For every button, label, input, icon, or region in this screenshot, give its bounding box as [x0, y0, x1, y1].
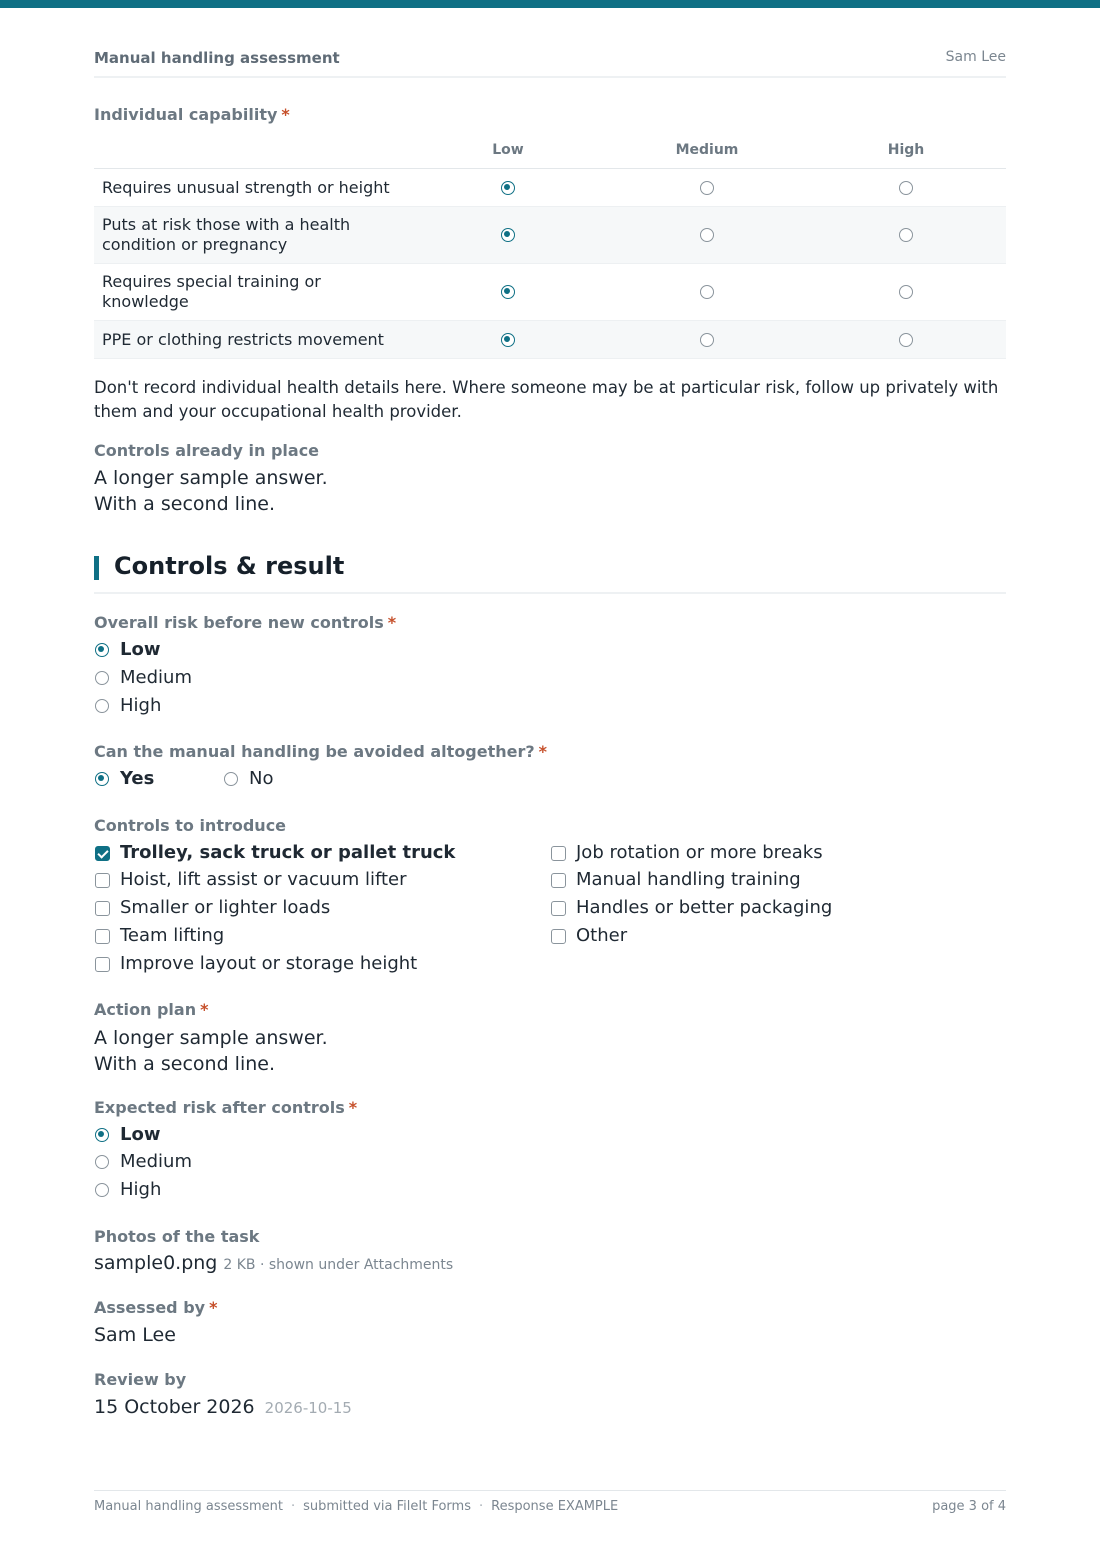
control-label: Improve layout or storage height [120, 953, 418, 974]
risk-after-label-text: Expected risk after controls [94, 1098, 345, 1117]
matrix-radio-low[interactable] [501, 228, 515, 242]
matrix-row [94, 264, 1006, 321]
matrix-row-label: Requires unusual strength or height [102, 178, 390, 197]
risk-before-label-text: Overall risk before new controls [94, 613, 384, 632]
matrix-header [94, 132, 1006, 169]
risk-before-label [94, 613, 396, 632]
control-label: Hoist, lift assist or vacuum lifter [120, 869, 407, 890]
required-marker: * [387, 613, 397, 632]
form-title: Manual handling assessment [94, 49, 340, 67]
control-label: Smaller or lighter loads [120, 897, 331, 918]
required-marker: * [200, 1000, 209, 1019]
radio-unselected[interactable] [95, 699, 109, 713]
required-marker: * [538, 742, 548, 761]
matrix-col-low: Low [492, 142, 524, 158]
review-by-value [94, 1396, 352, 1418]
checkbox-unchecked[interactable] [551, 929, 566, 944]
radio-selected[interactable] [95, 772, 109, 786]
matrix-radio-high[interactable] [899, 333, 913, 347]
checkbox-unchecked[interactable] [95, 929, 110, 944]
radio-selected[interactable] [95, 1128, 109, 1142]
review-date-iso: 2026-10-15 [264, 1399, 352, 1417]
review-by-label: Review by [94, 1370, 187, 1389]
checkbox-checked[interactable] [95, 846, 110, 861]
footer-form: Manual handling assessment [94, 1499, 283, 1514]
answer-line: A longer sample answer. [94, 1027, 328, 1049]
control-label: Trolley, sack truck or pallet truck [120, 842, 456, 863]
required-marker: * [281, 105, 290, 124]
option-label: Medium [120, 667, 192, 688]
action-plan-answer [94, 1025, 328, 1077]
option-label: Yes [120, 768, 155, 789]
matrix-radio-medium[interactable] [700, 181, 714, 195]
footer-separator: · [290, 1499, 296, 1514]
option-label: High [120, 695, 162, 716]
review-date: 15 October 2026 [94, 1396, 255, 1418]
matrix-radio-low[interactable] [501, 285, 515, 299]
matrix-radio-high[interactable] [899, 181, 913, 195]
controls-in-place-answer [94, 465, 328, 517]
required-marker: * [209, 1298, 218, 1317]
action-plan-label-text: Action plan [94, 1000, 197, 1019]
option-label: High [120, 1179, 162, 1200]
control-label: Job rotation or more breaks [576, 842, 823, 863]
capability-label-text: Individual capability [94, 105, 278, 124]
radio-unselected[interactable] [95, 1183, 109, 1197]
assessed-by-label [94, 1298, 217, 1317]
page-number: page 3 of 4 [932, 1499, 1006, 1514]
required-marker: * [348, 1098, 358, 1117]
privacy-note: Don't record individual health details here. Where someone may be at particular risk, follow up privately with them and your occupational health provider. [94, 378, 999, 421]
header-user: Sam Lee [945, 49, 1006, 65]
photos-label: Photos of the task [94, 1227, 260, 1246]
footer-via: submitted via FileIt Forms [303, 1499, 471, 1514]
photo-attachment [94, 1252, 453, 1274]
radio-selected[interactable] [95, 643, 109, 657]
section-heading [94, 552, 1006, 594]
answer-line: With a second line. [94, 493, 275, 515]
risk-after-label [94, 1098, 357, 1117]
footer-separator: · [478, 1499, 484, 1514]
matrix-col-medium: Medium [675, 142, 739, 158]
avoid-label [94, 742, 547, 761]
matrix-row-label: Puts at risk those with a health condition or pregnancy [102, 215, 351, 254]
option-label: Medium [120, 1151, 192, 1172]
footer-response: Response EXAMPLE [491, 1499, 619, 1514]
action-plan-label [94, 1000, 208, 1019]
matrix-row-label: PPE or clothing restricts movement [102, 330, 384, 349]
avoid-label-text: Can the manual handling be avoided altogether? [94, 742, 535, 761]
radio-unselected[interactable] [224, 772, 238, 786]
attachment-link[interactable]: sample0.png [94, 1252, 218, 1274]
attachment-meta: 2 KB · shown under Attachments [223, 1257, 454, 1273]
matrix-row-label: Requires special training or knowledge [102, 272, 321, 311]
answer-line: With a second line. [94, 1053, 275, 1075]
capability-matrix [94, 132, 1006, 359]
controls-intro-label: Controls to introduce [94, 816, 287, 835]
checkbox-unchecked[interactable] [95, 873, 110, 888]
section-accent [94, 556, 99, 580]
footer-info [94, 1499, 618, 1514]
control-label: Handles or better packaging [576, 897, 833, 918]
control-label: Other [576, 925, 628, 946]
control-label: Manual handling training [576, 869, 801, 890]
answer-line: A longer sample answer. [94, 467, 328, 489]
matrix-radio-medium[interactable] [700, 228, 714, 242]
checkbox-unchecked[interactable] [551, 873, 566, 888]
checkbox-unchecked[interactable] [551, 901, 566, 916]
assessed-by-value: Sam Lee [94, 1324, 176, 1346]
option-label: Low [120, 1124, 161, 1145]
section-title: Controls & result [114, 552, 345, 580]
capability-label [94, 105, 290, 124]
page-footer [94, 1490, 1006, 1521]
matrix-radio-medium[interactable] [700, 285, 714, 299]
matrix-radio-medium[interactable] [700, 333, 714, 347]
matrix-radio-low[interactable] [501, 333, 515, 347]
matrix-radio-high[interactable] [899, 285, 913, 299]
control-label: Team lifting [120, 925, 225, 946]
matrix-row [94, 207, 1006, 264]
matrix-row [94, 321, 1006, 359]
controls-in-place-label: Controls already in place [94, 441, 320, 460]
matrix-radio-high[interactable] [899, 228, 913, 242]
option-label: Low [120, 639, 161, 660]
option-label: No [249, 768, 274, 789]
checkbox-unchecked[interactable] [95, 901, 110, 916]
matrix-col-high: High [887, 142, 925, 158]
radio-unselected[interactable] [95, 671, 109, 685]
checkbox-unchecked[interactable] [95, 957, 110, 972]
radio-unselected[interactable] [95, 1155, 109, 1169]
page-header [94, 48, 1006, 78]
assessed-by-label-text: Assessed by [94, 1298, 206, 1317]
checkbox-unchecked[interactable] [551, 846, 566, 861]
matrix-row [94, 169, 1006, 207]
matrix-radio-low[interactable] [501, 181, 515, 195]
top-accent-bar [0, 0, 1100, 8]
